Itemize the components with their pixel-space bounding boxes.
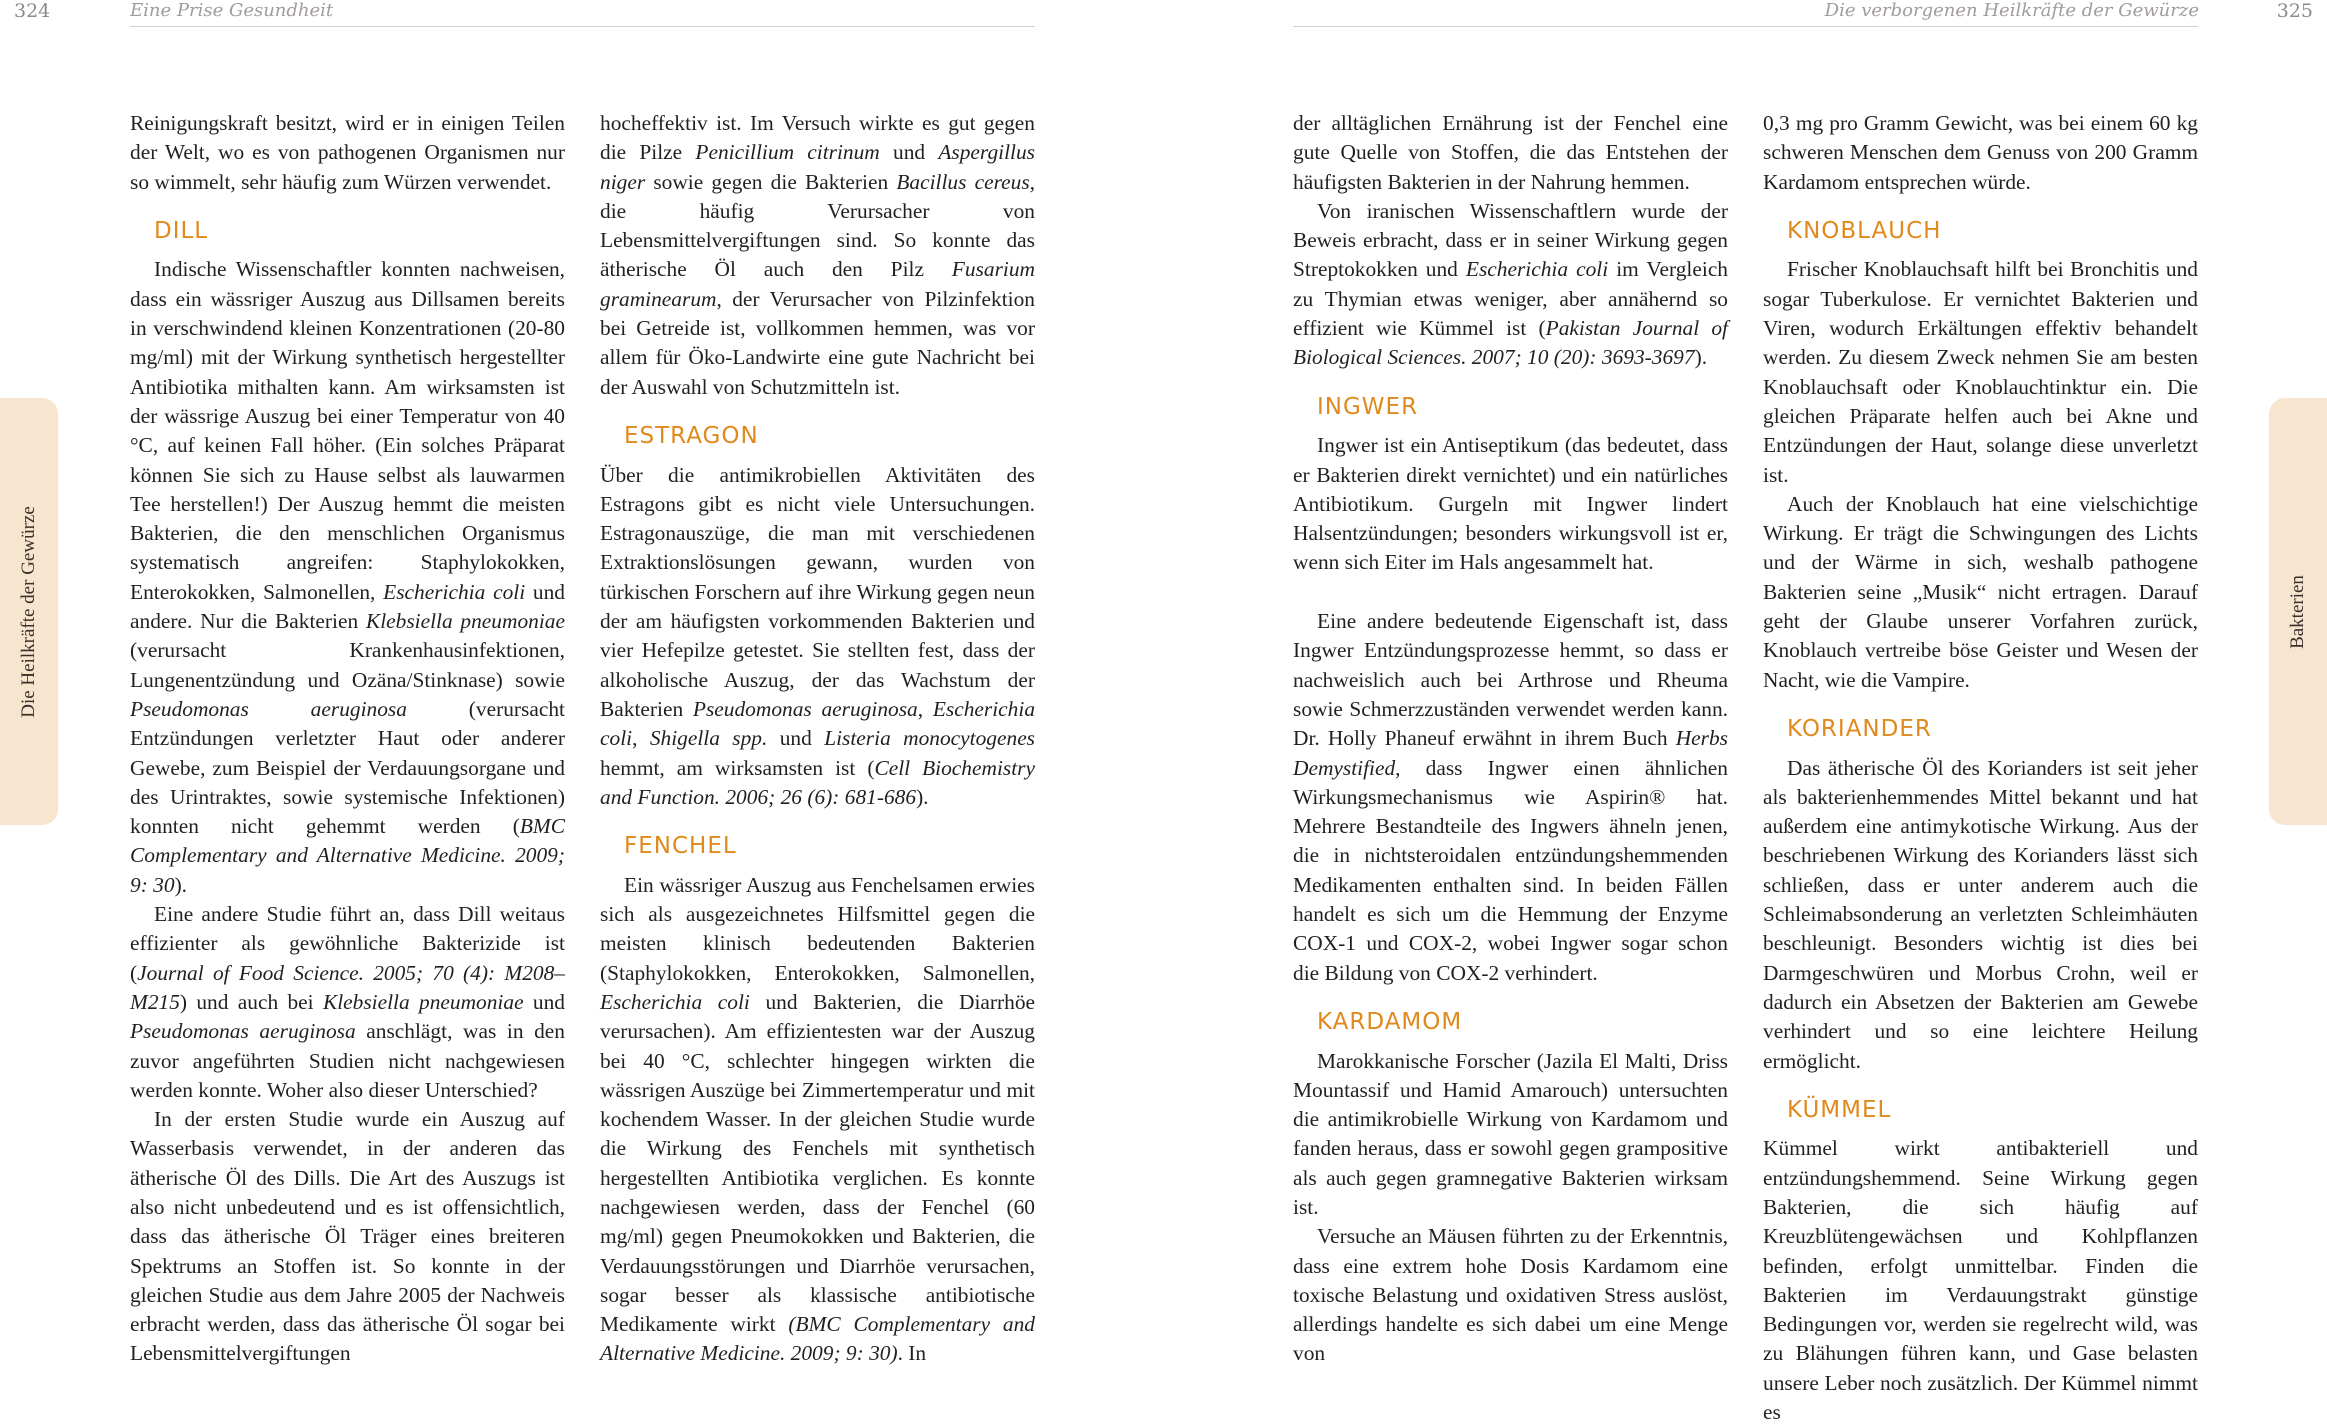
section-heading-kuemmel: KÜMMEL: [1787, 1096, 1892, 1123]
section-heading-fenchel: FENCHEL: [624, 833, 737, 860]
section-heading-ingwer: INGWER: [1317, 393, 1419, 420]
paragraph-gap: [1293, 578, 1728, 607]
right-running-head: Die verborgenen Heilkräfte der Gewürze: [1824, 0, 2199, 21]
section-heading-kardamom: KARDAMOM: [1317, 1008, 1463, 1035]
paragraph: hocheffektiv ist. Im Versuch wirkte es gut gegen die Pilze Penicillium citrinum und Aspergillus niger sowie gegen die Bakterien Bacillus cereus, die häufig Verursacher von Lebensmittelvergiftungen sind. So konnte das ätherische Öl auch den Pilz Fusarium graminearum, der Verursacher von Pilzinfektion bei Getreide ist, vollkommen hemmen, was vor allem für Öko-Landwirte eine gute Nachricht bei der Auswahl von Schutzmitteln ist.: [600, 111, 1035, 399]
paragraph: Auch der Knoblauch hat eine vielschichtige Wirkung. Er trägt die Schwingungen des Lichts und der Wärme in sich, weshalb pathogene Bakterien seine „Musik“ nicht ertragen. Darauf geht der Glaube unserer Vorfahren zurück, Knoblauch vertreibe böse Geister und Wesen der Nacht, wie die Vampire.: [1763, 491, 2198, 692]
paragraph: Versuche an Mäusen führten zu der Erkenntnis, dass eine extrem hohe Dosis Kardamom eine toxische Belastung und oxidativen Stress auslöst, allerdings handelte es sich dabei um eine Menge von: [1293, 1224, 1728, 1366]
paragraph: Kümmel wirkt antibakteriell und entzündungshemmend. Seine Wirkung gegen Bakterien, die sich häufig auf Kreuzblütengewächsen und Kohlpflanzen befinden, erfolgt unmittelbar. Finden die Bakterien im Verdauungstrakt günstige Bedingungen vor, werden sie regelrecht wild, was zu Blähungen führen kann, und Gase belasten unsere Leber noch zusätzlich. Der Kümmel nimmt es: [1763, 1136, 2198, 1425]
section-heading-estragon: ESTRAGON: [624, 422, 759, 449]
paragraph: Eine andere Studie führt an, dass Dill weitaus effizienter als gewöhnliche Bakterizide ist (Journal of Food Science. 2005; 70 (4): M208–M215) und auch bei Klebsiella pneumoniae und Pseudomonas aeruginosa anschlägt, was in den zuvor angeführten Studien nicht nachgewiesen werden konnte. Woher also dieser Unterschied?: [130, 902, 565, 1102]
right-page-number: 325: [2276, 0, 2313, 22]
right-thumb-tab-label: Bakterien: [2287, 574, 2308, 649]
paragraph: 0,3 mg pro Gramm Gewicht, was bei einem 60 kg schweren Menschen dem Genuss von 200 Gramm Kardamom entsprechen würde.: [1763, 111, 2198, 194]
paragraph: Eine andere bedeutende Eigenschaft ist, dass Ingwer Entzündungsprozesse hemmt, so dass er nachweislich auch bei Arthrose und Rheuma sowie Schmerzzuständen verwendet werden kann. Dr. Holly Phaneuf erwähnt in ihrem Buch Herbs Demystified, dass Ingwer einen ähnlichen Wirkungsmechanismus wie Aspirin® hat. Mehrere Bestandteile des Ingwers ähneln jenen, die in nichtsteroidalen entzündungshemmenden Medikamenten enthalten sind. In beiden Fällen handelt es sich um die Hemmung der Enzyme COX-1 und COX-2, wobei Ingwer sogar schon die Bildung von COX-2 verhindert.: [1293, 609, 1728, 985]
section-heading-koriander: KORIANDER: [1787, 715, 1932, 742]
section-heading-dill: DILL: [154, 217, 209, 244]
paragraph: Frischer Knoblauchsaft hilft bei Bronchitis und sogar Tuberkulose. Er vernichtet Bakterien und Viren, wodurch Erkältungen effektiv behandelt werden. Zu diesem Zweck nehmen Sie am besten Knoblauchsaft oder Knoblauchtinktur ein. Die gleichen Präparate helfen auch bei Akne und Entzündungen der Haut, solange diese unverletzt ist.: [1763, 257, 2198, 487]
paragraph: Ingwer ist ein Antiseptikum (das bedeutet, dass er Bakterien direkt vernichtet) und ein natürliches Antibiotikum. Gurgeln mit Ingwer lindert Halsentzündungen; besonders wirkungsvoll ist er, wenn sich Eiter im Hals angesammelt hat.: [1293, 433, 1728, 575]
paragraph: Über die antimikrobiellen Aktivitäten des Estragons gibt es nicht viele Untersuchungen. Estragonauszüge, die man mit verschiedenen Extraktionslösungen gewann, wurden von türkischen Forschern auf ihre Wirkung gegen neun der am häufigsten vorkommenden Bakterien und vier Hefepilze getestet. Sie stellten fest, dass der alkoholische Auszug, der das Wachstum der Bakterien Pseudomonas aeruginosa, Escherichia coli, Shigella spp. und Listeria monocytogenes hemmt, am wirksamsten ist (Cell Biochemistry and Function. 2006; 26 (6): 681-686).: [600, 462, 1036, 809]
right-thumb-tab: [2269, 398, 2327, 825]
left-running-head: Eine Prise Gesundheit: [130, 0, 334, 21]
section-heading-knoblauch: KNOBLAUCH: [1787, 217, 1942, 244]
text-column-2: [600, 109, 1036, 1366]
left-thumb-tab-label: Die Heilkräfte der Gewürze: [18, 505, 39, 718]
paragraph: Von iranischen Wissenschaftlern wurde der Beweis erbracht, dass er in seiner Wirkung gegen Streptokokken und Escherichia coli im Vergleich zu Thymian etwas weniger, aber annähernd so effizient wie Kümmel ist (Pakistan Journal of Biological Sciences. 2007; 10 (20): 3693-3697).: [1293, 198, 1729, 370]
paragraph: Ein wässriger Auszug aus Fenchelsamen erwies sich als ausgezeichnetes Hilfsmittel gegen die meisten klinisch bedeutenden Bakterien (Staphylokokken, Enterokokken, Salmonellen, Escherichia coli und Bakterien, die Diarrhöe verursachen). Am effizientesten war der Auszug bei 40 °C, schlechter hingegen wirkten die wässrigen Auszüge bei Zimmertemperatur und mit kochendem Wasser. In der gleichen Studie wurde die Wirkung des Fenchels mit synthetisch hergestellten Antibiotika verglichen. Es konnte nachgewiesen werden, dass der Fenchel (60 mg/ml) gegen Pneumokokken und Bakterien, die Verdauungsstörungen und Diarrhöe verursachen, sogar besser als klassische antibiotische Medikamente wirkt (BMC Complementary and Alternative Medicine. 2009; 9: 30). In: [600, 872, 1036, 1366]
right-header-rule: [1293, 26, 2198, 27]
text-column-3: [1293, 109, 1729, 1366]
left-header-rule: [130, 26, 1035, 27]
paragraph: Das ätherische Öl des Korianders ist seit jeher als bakterienhemmendes Mittel bekannt und hat außerdem eine antimykotische Wirkung. Aus der beschriebenen Wirkung des Korianders lässt sich schließen, dass er unter anderem auch die Schleimabsonderung an verletzten Schleimhäuten beschleunigt. Besonders wichtig ist dies bei Darmgeschwüren und Morbus Crohn, weil er dadurch ein Absetzen der Bakterien am Gewebe verhindert und so eine leichtere Heilung ermöglicht.: [1763, 755, 2198, 1073]
left-thumb-tab: [0, 398, 58, 825]
paragraph: der alltäglichen Ernährung ist der Fenchel eine gute Quelle von Stoffen, die das Entstehen der häufigsten Bakterien in der Nahrung hemmen.: [1293, 111, 1728, 194]
paragraph: Indische Wissenschaftler konnten nachweisen, dass ein wässriger Auszug aus Dillsamen bereits in verschwindend kleinen Konzentrationen (20-80 mg/ml) mit der Wirkung synthetisch hergestellter Antibiotika mithalten kann. Am wirksamsten ist der wässrige Auszug bei einer Temperatur von 40 °C, auf keinen Fall höher. (Ein solches Präparat können Sie sich zu Hause selbst als lauwarmen Tee herstellen!) Der Auszug hemmt die meisten Bakterien, die den menschlichen Organismus systematisch angreifen: Staphylokokken, Enterokokken, Salmonellen, Escherichia coli und andere. Nur die Bakterien Klebsiella pneumoniae (verursacht Krankenhausinfektionen, Lungenentzündung und Ozäna/Stinknase) sowie Pseudomonas aeruginosa (verursacht Entzündungen verletzter Haut oder anderer Gewebe, zum Beispiel der Verdauungsorgane und des Urintraktes, sowie systemische Infektionen) konnten nicht gehemmt werden (BMC Complementary and Alternative Medicine. 2009; 9: 30).: [130, 257, 566, 897]
paragraph: In der ersten Studie wurde ein Auszug auf Wasserbasis verwendet, in der anderen das ätherische Öl des Dills. Die Art des Auszugs ist also nicht unbedeutend und es ist offensichtlich, dass das ätherische Öl Träger eines breiteren Spektrums an Stoffen ist. So konnte in der gleichen Studie aus dem Jahre 2005 der Nachweis erbracht werden, dass das ätherische Öl sogar bei Lebensmittelvergiftungen: [130, 1107, 565, 1366]
paragraph: Reinigungskraft besitzt, wird er in einigen Teilen der Welt, wo es von pathogenen Organismen nur so wimmelt, sehr häufig zum Würzen verwendet.: [130, 111, 565, 194]
text-column-1: [130, 109, 566, 1366]
text-column-4: [1763, 109, 2198, 1425]
left-page-number: 324: [14, 0, 51, 22]
paragraph: Marokkanische Forscher (Jazila El Malti, Driss Mountassif und Hamid Amarouch) untersuchten die antimikrobielle Wirkung von Kardamom und fanden heraus, dass er sowohl gegen grampositive als auch gegen gramnegative Bakterien wirksam ist.: [1293, 1048, 1728, 1219]
